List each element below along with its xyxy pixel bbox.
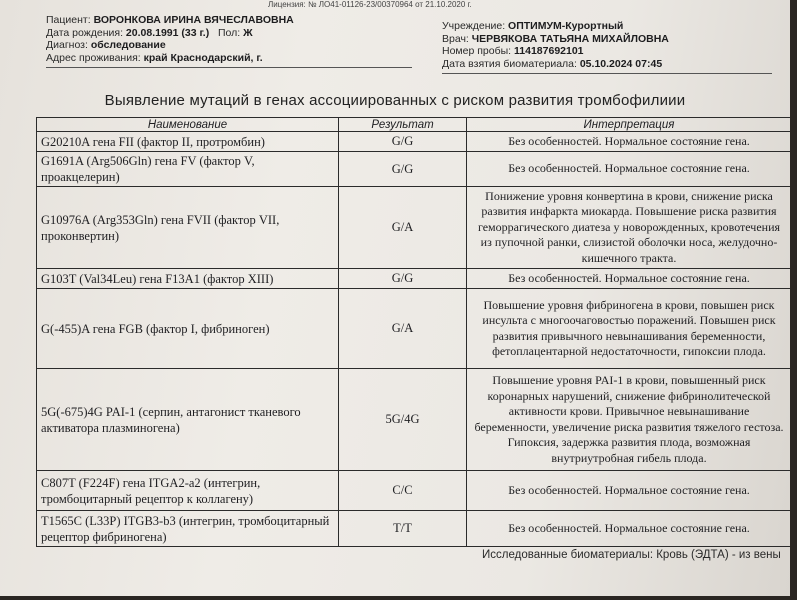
header-interpretation: Интерпретация <box>467 118 791 132</box>
institution-value: ОПТИМУМ-Курортный <box>508 20 624 32</box>
collection-date-label: Дата взятия биоматериала: <box>442 57 577 70</box>
sex-value: Ж <box>243 26 253 39</box>
report-title: Выявление мутаций в генах ассоциированных с риском развития тромбофилиии <box>104 92 686 109</box>
table-row <box>37 289 791 369</box>
row-interpretation: Без особенностей. Нормальное состояние гена. <box>467 269 791 289</box>
row-gene-name: G20210A гена FII (фактор II, протромбин) <box>37 132 339 152</box>
diagnosis-label: Диагноз: <box>46 39 88 51</box>
row-result: G/A <box>339 187 467 269</box>
row-result: G/A <box>339 289 467 369</box>
dob-value: 20.08.1991 (33 г.) <box>125 26 210 39</box>
row-result: 5G/4G <box>339 369 467 471</box>
diagnosis-value: обследование <box>90 39 166 51</box>
table-row <box>37 369 791 471</box>
row-gene-name: 5G(-675)4G PAI-1 (серпин, антагонист тканевого активатора плазминогена) <box>37 369 339 471</box>
row-gene-name: G10976A (Arg353Gln) гена FVII (фактор VII, проконвертин) <box>37 187 339 269</box>
row-interpretation: Понижение уровня конвертина в крови, снижение риска развития инфаркта миокарда. Повышение риска развития геморрагического диатеза у новорожденных, кровотечения из пупочной ранки, слизистой оболочки носа, желудочно-кишечного тракта. <box>467 187 791 269</box>
table-row <box>37 269 791 289</box>
header-divider-right <box>442 73 772 74</box>
dob-label: Дата рождения: <box>46 26 123 39</box>
biomaterial-note: Исследованные биоматериалы: Кровь (ЭДТА) - из вены <box>482 549 781 561</box>
patient-info <box>46 14 294 64</box>
sample-value: 114187692101 <box>514 45 584 57</box>
header-divider-left <box>46 67 412 68</box>
sample-label: Номер пробы: <box>442 45 512 57</box>
row-interpretation: Без особенностей. Нормальное состояние гена. <box>467 471 791 511</box>
table-row <box>37 132 791 152</box>
row-gene-name: G(-455)A гена FGB (фактор I, фибриноген) <box>37 289 339 369</box>
institution-label: Учреждение: <box>442 20 506 32</box>
row-interpretation: Повышение уровня фибриногена в крови, повышен риск инсульта с многоочаговостью поражений. Повышен риск развития привычного невынашивания беременности, фетоплацентарной недостаточности, гипоксии плода. <box>467 289 791 369</box>
row-result: G/G <box>339 152 467 187</box>
row-gene-name: G1691A (Arg506Gln) гена FV (фактор V, проакцелерин) <box>37 152 339 187</box>
address-value: край Краснодарский, г. <box>143 51 263 64</box>
header-result: Результат <box>339 118 467 132</box>
address-label: Адрес проживания: <box>46 51 141 64</box>
row-interpretation: Без особенностей. Нормальное состояние гена. <box>467 152 791 187</box>
doctor-value: ЧЕРВЯКОВА ТАТЬЯНА МИХАЙЛОВНА <box>471 32 669 45</box>
table-row <box>37 187 791 269</box>
row-result: T/T <box>339 511 467 547</box>
row-interpretation: Повышение уровня PAI-1 в крови, повышенный риск коронарных нарушений, снижение фибринолитеческой активности крови. Привычное невынашивание беременности, увеличение риска развития тяжелого гестоза. Гипоксия, задержка развития плода, возможная внутриутробная гибель плода. <box>467 369 791 471</box>
row-result: G/G <box>339 132 467 152</box>
table-row <box>37 511 791 547</box>
table-row <box>37 152 791 187</box>
table-header-row <box>37 118 791 132</box>
row-interpretation: Без особенностей. Нормальное состояние гена. <box>467 132 791 152</box>
row-result: G/G <box>339 269 467 289</box>
results-table <box>36 117 790 547</box>
patient-name-label: Пациент: <box>46 14 91 26</box>
header-name: Наименование <box>37 118 339 132</box>
row-gene-name: T1565C (L33P) ITGB3-b3 (интегрин, тромбоцитарный рецептор фибриногена) <box>37 511 339 547</box>
license-line: Лицензия: № ЛО41-01126-23/00370964 от 21.10.2020 г. <box>268 0 472 9</box>
row-gene-name: G103T (Val34Leu) гена F13A1 (фактор XIII) <box>37 269 339 289</box>
collection-date-value: 05.10.2024 07:45 <box>579 57 663 70</box>
sex-label: Пол: <box>218 26 241 39</box>
row-gene-name: C807T (F224F) гена ITGA2-a2 (интегрин, тромбоцитарный рецептор к коллагену) <box>37 471 339 511</box>
row-interpretation: Без особенностей. Нормальное состояние гена. <box>467 511 791 547</box>
patient-name: ВОРОНКОВА ИРИНА ВЯЧЕСЛАВОВНА <box>93 14 294 26</box>
doctor-label: Врач: <box>442 32 469 45</box>
table-row <box>37 471 791 511</box>
facility-info <box>442 20 669 70</box>
row-result: C/C <box>339 471 467 511</box>
